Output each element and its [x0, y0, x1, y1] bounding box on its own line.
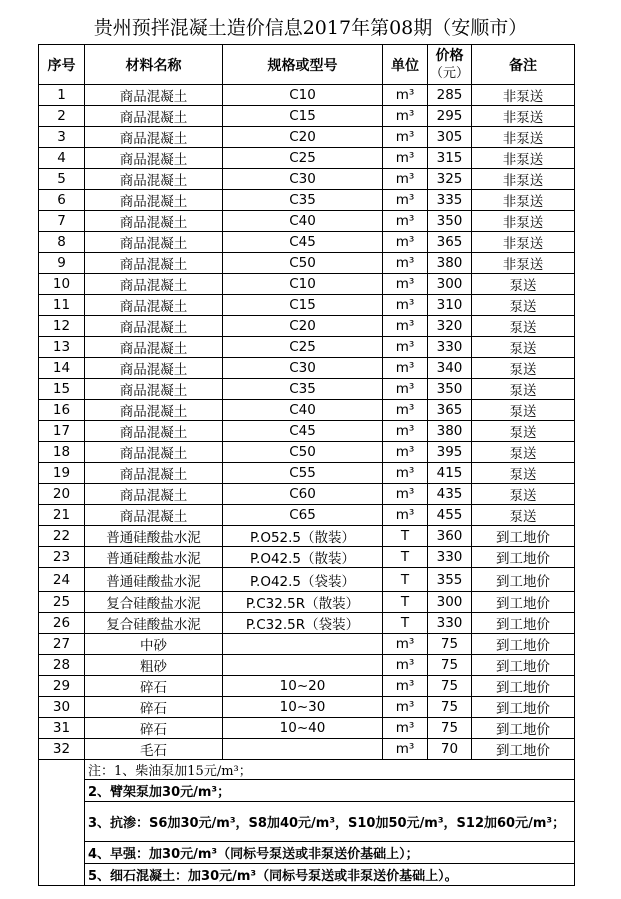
note-text: 2、臂架泵加30元/m³；: [85, 780, 575, 802]
table-row: [39, 655, 575, 676]
row-spec: P.C32.5R（散装）: [223, 592, 383, 613]
row-price: 315: [428, 148, 472, 169]
row-no: 6: [39, 190, 85, 211]
note-row: [39, 864, 575, 886]
row-spec: [223, 739, 383, 760]
row-name: 碎石: [85, 697, 223, 718]
note-blank-cell: [39, 802, 85, 842]
table-row: [39, 211, 575, 232]
row-spec: C35: [223, 190, 383, 211]
note-text: 4、早强：加30元/m³（同标号泵送或非泵送价基础上）；: [85, 842, 575, 864]
table-row: [39, 295, 575, 316]
row-remark: 泵送: [472, 274, 575, 295]
row-no: 25: [39, 592, 85, 613]
row-unit: m³: [383, 274, 428, 295]
row-price: 325: [428, 169, 472, 190]
row-price: 455: [428, 505, 472, 526]
row-remark: 泵送: [472, 358, 575, 379]
row-unit: m³: [383, 106, 428, 127]
row-remark: 泵送: [472, 463, 575, 484]
price-table: [38, 44, 575, 886]
row-no: 7: [39, 211, 85, 232]
row-remark: 泵送: [472, 505, 575, 526]
row-name: 商品混凝土: [85, 379, 223, 400]
row-spec: 10~30: [223, 697, 383, 718]
row-unit: m³: [383, 211, 428, 232]
row-price: 355: [428, 568, 472, 592]
row-name: 商品混凝土: [85, 274, 223, 295]
page-title: 贵州预拌混凝土造价信息2017年第08期（安顺市）: [93, 17, 528, 39]
row-name: 商品混凝土: [85, 442, 223, 463]
row-spec: C45: [223, 232, 383, 253]
note-blank-cell: [39, 780, 85, 802]
row-no: 14: [39, 358, 85, 379]
row-no: 26: [39, 613, 85, 634]
row-no: 27: [39, 634, 85, 655]
row-name: 普通硅酸盐水泥: [85, 547, 223, 568]
row-spec: C40: [223, 400, 383, 421]
table-row: [39, 718, 575, 739]
row-unit: m³: [383, 148, 428, 169]
row-remark: 到工地价: [472, 568, 575, 592]
row-price: 350: [428, 379, 472, 400]
note-row: [39, 780, 575, 802]
row-remark: 非泵送: [472, 127, 575, 148]
table-row: [39, 421, 575, 442]
header-price-line2: （元）: [429, 65, 469, 81]
row-remark: 泵送: [472, 421, 575, 442]
row-price: 75: [428, 634, 472, 655]
row-spec: C35: [223, 379, 383, 400]
row-unit: m³: [383, 316, 428, 337]
header-price: [428, 45, 472, 85]
row-no: 8: [39, 232, 85, 253]
row-unit: m³: [383, 655, 428, 676]
row-price: 75: [428, 676, 472, 697]
row-price: 330: [428, 337, 472, 358]
table-row: [39, 463, 575, 484]
row-spec: C55: [223, 463, 383, 484]
row-price: 70: [428, 739, 472, 760]
row-name: 复合硅酸盐水泥: [85, 592, 223, 613]
row-spec: C60: [223, 484, 383, 505]
row-name: 商品混凝土: [85, 106, 223, 127]
row-no: 29: [39, 676, 85, 697]
row-price: 395: [428, 442, 472, 463]
row-price: 335: [428, 190, 472, 211]
table-row: [39, 274, 575, 295]
row-name: 普通硅酸盐水泥: [85, 568, 223, 592]
row-spec: C50: [223, 442, 383, 463]
row-unit: m³: [383, 634, 428, 655]
row-remark: 到工地价: [472, 697, 575, 718]
header-no: 序号: [39, 45, 85, 85]
row-spec: C50: [223, 253, 383, 274]
header-unit: 单位: [383, 45, 428, 85]
row-no: 16: [39, 400, 85, 421]
row-name: 商品混凝土: [85, 484, 223, 505]
note-text: 3、抗渗：S6加30元/m³，S8加40元/m³，S10加50元/m³，S12加60元/m³；: [85, 802, 575, 842]
table-row: [39, 613, 575, 634]
row-name: 商品混凝土: [85, 127, 223, 148]
table-row: [39, 442, 575, 463]
row-no: 9: [39, 253, 85, 274]
table-row: [39, 316, 575, 337]
row-no: 5: [39, 169, 85, 190]
row-unit: m³: [383, 676, 428, 697]
row-no: 4: [39, 148, 85, 169]
row-spec: [223, 634, 383, 655]
row-no: 11: [39, 295, 85, 316]
row-spec: C15: [223, 295, 383, 316]
table-row: [39, 568, 575, 592]
row-remark: 泵送: [472, 400, 575, 421]
row-unit: T: [383, 526, 428, 547]
row-no: 30: [39, 697, 85, 718]
row-remark: 泵送: [472, 379, 575, 400]
row-price: 350: [428, 211, 472, 232]
table-row: [39, 232, 575, 253]
row-unit: m³: [383, 253, 428, 274]
table-row: [39, 106, 575, 127]
row-spec: P.O52.5（散装）: [223, 526, 383, 547]
row-no: 20: [39, 484, 85, 505]
row-price: 340: [428, 358, 472, 379]
row-remark: 泵送: [472, 337, 575, 358]
row-spec: P.C32.5R（袋装）: [223, 613, 383, 634]
table-row: [39, 253, 575, 274]
row-remark: 非泵送: [472, 190, 575, 211]
row-name: 商品混凝土: [85, 253, 223, 274]
row-spec: P.O42.5（散装）: [223, 547, 383, 568]
header-row: [39, 45, 575, 85]
row-name: 商品混凝土: [85, 211, 223, 232]
table-row: [39, 379, 575, 400]
row-no: 12: [39, 316, 85, 337]
row-price: 300: [428, 274, 472, 295]
row-remark: 非泵送: [472, 169, 575, 190]
row-name: 商品混凝土: [85, 316, 223, 337]
row-no: 32: [39, 739, 85, 760]
note-blank-cell: [39, 842, 85, 864]
row-no: 21: [39, 505, 85, 526]
row-unit: m³: [383, 337, 428, 358]
header-price-line1: 价格: [435, 47, 464, 64]
row-spec: C20: [223, 316, 383, 337]
row-remark: 到工地价: [472, 613, 575, 634]
row-remark: 泵送: [472, 316, 575, 337]
row-price: 75: [428, 718, 472, 739]
row-price: 285: [428, 85, 472, 106]
table-row: [39, 169, 575, 190]
row-name: 碎石: [85, 718, 223, 739]
row-spec: C25: [223, 148, 383, 169]
row-remark: 泵送: [472, 295, 575, 316]
header-spec: 规格或型号: [223, 45, 383, 85]
row-unit: m³: [383, 400, 428, 421]
row-price: 300: [428, 592, 472, 613]
row-name: 商品混凝土: [85, 337, 223, 358]
row-unit: m³: [383, 295, 428, 316]
row-remark: 到工地价: [472, 676, 575, 697]
table-row: [39, 592, 575, 613]
row-no: 19: [39, 463, 85, 484]
table-row: [39, 127, 575, 148]
row-remark: 到工地价: [472, 547, 575, 568]
row-unit: m³: [383, 190, 428, 211]
row-remark: 泵送: [472, 484, 575, 505]
note-row: [39, 842, 575, 864]
table-row: [39, 358, 575, 379]
note-blank-cell: [39, 760, 85, 780]
row-spec: C20: [223, 127, 383, 148]
row-name: 商品混凝土: [85, 190, 223, 211]
row-spec: C45: [223, 421, 383, 442]
row-no: 31: [39, 718, 85, 739]
row-unit: m³: [383, 697, 428, 718]
header-name: 材料名称: [85, 45, 223, 85]
row-unit: m³: [383, 505, 428, 526]
row-price: 415: [428, 463, 472, 484]
row-name: 商品混凝土: [85, 295, 223, 316]
row-no: 15: [39, 379, 85, 400]
row-name: 商品混凝土: [85, 463, 223, 484]
row-price: 330: [428, 547, 472, 568]
row-spec: C10: [223, 274, 383, 295]
row-remark: 非泵送: [472, 106, 575, 127]
row-unit: m³: [383, 85, 428, 106]
row-unit: T: [383, 613, 428, 634]
row-name: 毛石: [85, 739, 223, 760]
row-price: 75: [428, 697, 472, 718]
row-spec: C25: [223, 337, 383, 358]
row-no: 10: [39, 274, 85, 295]
row-spec: C30: [223, 169, 383, 190]
note-row: [39, 760, 575, 780]
row-spec: C15: [223, 106, 383, 127]
row-price: 330: [428, 613, 472, 634]
table-row: [39, 526, 575, 547]
note-blank-cell: [39, 864, 85, 886]
table-row: [39, 400, 575, 421]
row-name: 商品混凝土: [85, 505, 223, 526]
row-spec: C10: [223, 85, 383, 106]
row-remark: 非泵送: [472, 232, 575, 253]
row-unit: m³: [383, 463, 428, 484]
row-spec: P.O42.5（袋装）: [223, 568, 383, 592]
table-row: [39, 337, 575, 358]
row-name: 碎石: [85, 676, 223, 697]
row-price: 320: [428, 316, 472, 337]
row-unit: m³: [383, 127, 428, 148]
row-unit: T: [383, 568, 428, 592]
table-row: [39, 547, 575, 568]
row-no: 2: [39, 106, 85, 127]
row-name: 商品混凝土: [85, 148, 223, 169]
row-price: 75: [428, 655, 472, 676]
row-no: 18: [39, 442, 85, 463]
row-price: 365: [428, 232, 472, 253]
row-remark: 到工地价: [472, 592, 575, 613]
row-name: 复合硅酸盐水泥: [85, 613, 223, 634]
row-unit: m³: [383, 718, 428, 739]
row-remark: 非泵送: [472, 85, 575, 106]
row-price: 380: [428, 421, 472, 442]
row-unit: m³: [383, 421, 428, 442]
row-remark: 非泵送: [472, 148, 575, 169]
row-unit: m³: [383, 358, 428, 379]
row-spec: C30: [223, 358, 383, 379]
row-unit: T: [383, 547, 428, 568]
row-name: 商品混凝土: [85, 85, 223, 106]
table-row: [39, 739, 575, 760]
note-text: 5、细石混凝土：加30元/m³（同标号泵送或非泵送价基础上）。: [85, 864, 575, 886]
table-row: [39, 484, 575, 505]
table-row: [39, 697, 575, 718]
note-row: [39, 802, 575, 842]
row-unit: m³: [383, 169, 428, 190]
table-row: [39, 148, 575, 169]
row-spec: C65: [223, 505, 383, 526]
row-unit: m³: [383, 442, 428, 463]
row-remark: 到工地价: [472, 739, 575, 760]
row-unit: T: [383, 592, 428, 613]
row-price: 305: [428, 127, 472, 148]
row-no: 24: [39, 568, 85, 592]
row-remark: 到工地价: [472, 655, 575, 676]
row-spec: 10~20: [223, 676, 383, 697]
table-row: [39, 676, 575, 697]
row-no: 22: [39, 526, 85, 547]
row-remark: 泵送: [472, 442, 575, 463]
row-name: 商品混凝土: [85, 358, 223, 379]
row-spec: [223, 655, 383, 676]
row-name: 中砂: [85, 634, 223, 655]
row-remark: 非泵送: [472, 211, 575, 232]
row-no: 1: [39, 85, 85, 106]
row-no: 28: [39, 655, 85, 676]
table-row: [39, 505, 575, 526]
row-price: 365: [428, 400, 472, 421]
row-unit: m³: [383, 739, 428, 760]
row-remark: 到工地价: [472, 634, 575, 655]
row-price: 435: [428, 484, 472, 505]
row-no: 3: [39, 127, 85, 148]
row-remark: 到工地价: [472, 526, 575, 547]
row-no: 23: [39, 547, 85, 568]
row-name: 商品混凝土: [85, 232, 223, 253]
table-row: [39, 190, 575, 211]
table-row: [39, 634, 575, 655]
row-name: 商品混凝土: [85, 169, 223, 190]
row-name: 商品混凝土: [85, 400, 223, 421]
row-price: 310: [428, 295, 472, 316]
row-no: 13: [39, 337, 85, 358]
row-no: 17: [39, 421, 85, 442]
row-remark: 非泵送: [472, 253, 575, 274]
table-row: [39, 85, 575, 106]
note-text: 注：1、柴油泵加15元/m³；: [85, 760, 575, 780]
row-unit: m³: [383, 484, 428, 505]
row-name: 商品混凝土: [85, 421, 223, 442]
row-name: 粗砂: [85, 655, 223, 676]
row-spec: 10~40: [223, 718, 383, 739]
row-name: 普通硅酸盐水泥: [85, 526, 223, 547]
row-spec: C40: [223, 211, 383, 232]
row-remark: 到工地价: [472, 718, 575, 739]
row-price: 295: [428, 106, 472, 127]
row-unit: m³: [383, 379, 428, 400]
row-price: 360: [428, 526, 472, 547]
row-price: 380: [428, 253, 472, 274]
row-unit: m³: [383, 232, 428, 253]
header-remark: 备注: [472, 45, 575, 85]
